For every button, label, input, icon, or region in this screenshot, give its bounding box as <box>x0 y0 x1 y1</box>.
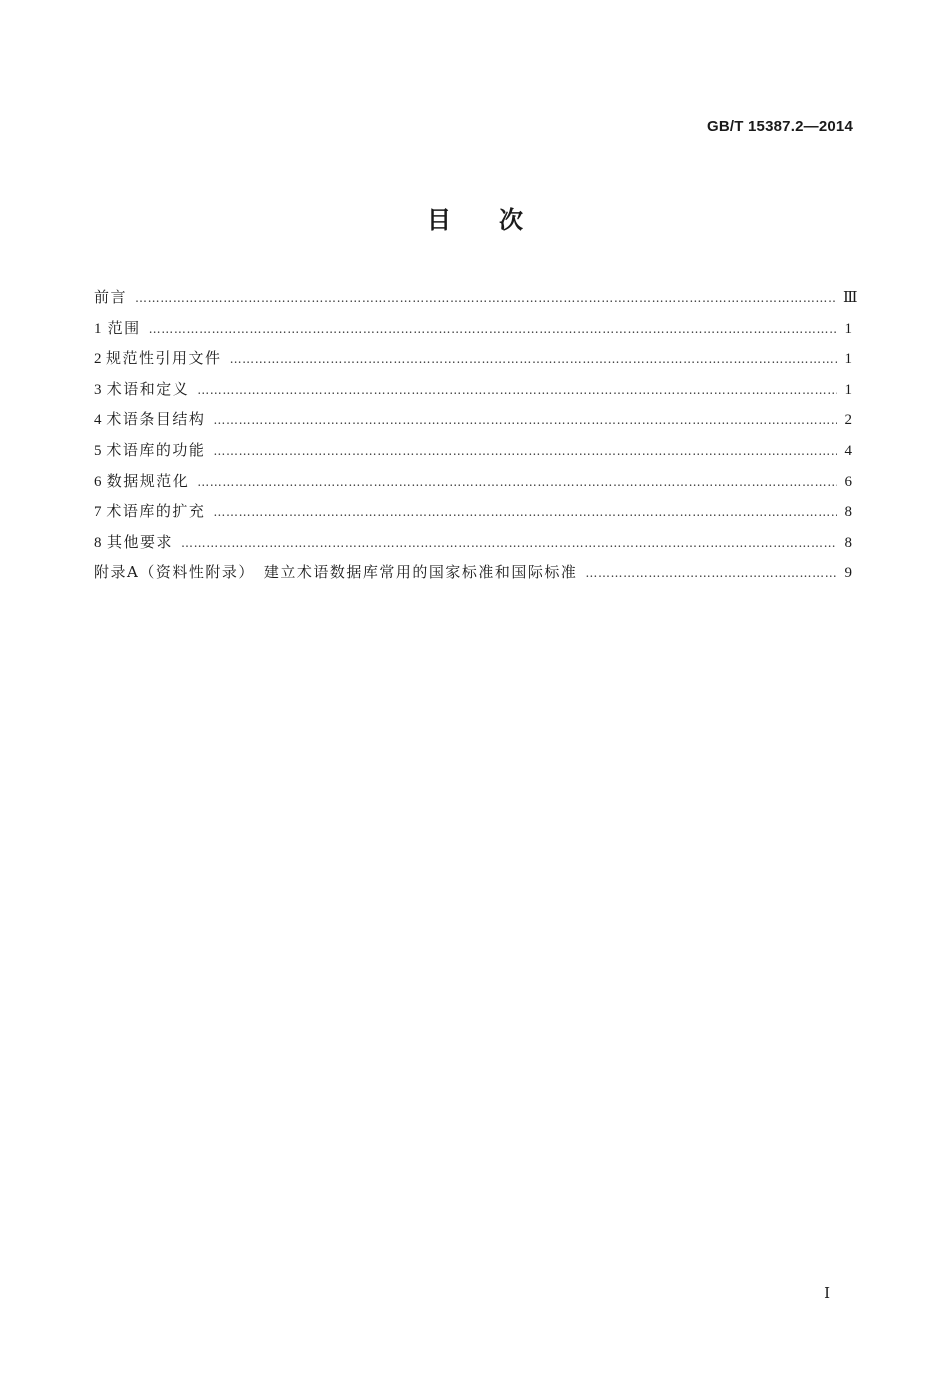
toc-entry-terms-definitions[interactable] <box>94 374 852 405</box>
toc-entry-number: 4 <box>94 412 102 429</box>
toc-entry-page: 8 <box>844 504 852 521</box>
toc-leader-dots <box>213 405 837 436</box>
toc-entry-annex-a[interactable] <box>94 557 852 588</box>
toc-entry-term-entry-structure[interactable] <box>94 404 852 435</box>
document-code: GB/T 15387.2—2014 <box>707 118 853 135</box>
toc-entry-page: 8 <box>844 534 852 551</box>
toc-leader-dots <box>197 375 837 406</box>
table-of-contents <box>94 282 858 588</box>
toc-leader-dots <box>585 558 837 589</box>
toc-leader-dots <box>135 283 837 314</box>
toc-entry-label: 术语和定义 <box>106 379 190 398</box>
toc-entry-termbase-functions[interactable] <box>94 435 852 466</box>
toc-entry-page: 6 <box>844 473 852 490</box>
toc-entry-number: 5 <box>94 442 102 459</box>
page-number: Ⅰ <box>824 1286 830 1302</box>
toc-entry-label: 范围 <box>107 318 141 337</box>
toc-entry-foreword[interactable] <box>94 282 858 313</box>
toc-entry-number: 8 <box>94 534 102 551</box>
toc-leader-dots <box>197 467 837 498</box>
toc-leader-dots <box>181 528 837 559</box>
toc-entry-label: 前言 <box>94 288 128 306</box>
toc-entry-page: 1 <box>844 351 852 368</box>
toc-entry-page: 2 <box>844 412 852 429</box>
toc-entry-page: Ⅲ <box>843 290 858 306</box>
toc-entry-label: 数据规范化 <box>106 471 190 490</box>
toc-entry-label: 附录A（资料性附录） 建立术语数据库常用的国家标准和国际标准 <box>94 563 578 582</box>
toc-entry-page: 1 <box>844 381 852 398</box>
toc-leader-dots <box>213 436 837 467</box>
toc-entry-label: 其他要求 <box>107 532 174 551</box>
toc-entry-termbase-expansion[interactable] <box>94 496 852 527</box>
toc-entry-other-requirements[interactable] <box>94 527 852 558</box>
toc-leader-dots <box>230 344 837 375</box>
toc-leader-dots <box>213 497 837 528</box>
toc-entry-page: 4 <box>844 442 852 459</box>
toc-entry-number: 7 <box>94 504 102 521</box>
toc-entry-label: 术语库的功能 <box>106 440 206 459</box>
toc-entry-number: 3 <box>94 381 102 398</box>
toc-entry-data-normalization[interactable] <box>94 466 852 497</box>
toc-entry-page: 9 <box>844 565 852 582</box>
toc-entry-number: 2 <box>94 351 102 368</box>
toc-entry-normative-references[interactable] <box>94 343 852 374</box>
toc-entry-scope[interactable] <box>94 313 852 344</box>
toc-entry-number: 6 <box>94 473 102 490</box>
toc-entry-label: 规范性引用文件 <box>106 349 222 368</box>
toc-leader-dots <box>149 314 837 345</box>
toc-entry-page: 1 <box>844 320 852 337</box>
toc-entry-number: 1 <box>94 320 102 337</box>
toc-entry-label: 术语库的扩充 <box>106 502 206 521</box>
toc-entry-label: 术语条目结构 <box>106 410 206 429</box>
page-title: 目次 <box>427 206 571 234</box>
